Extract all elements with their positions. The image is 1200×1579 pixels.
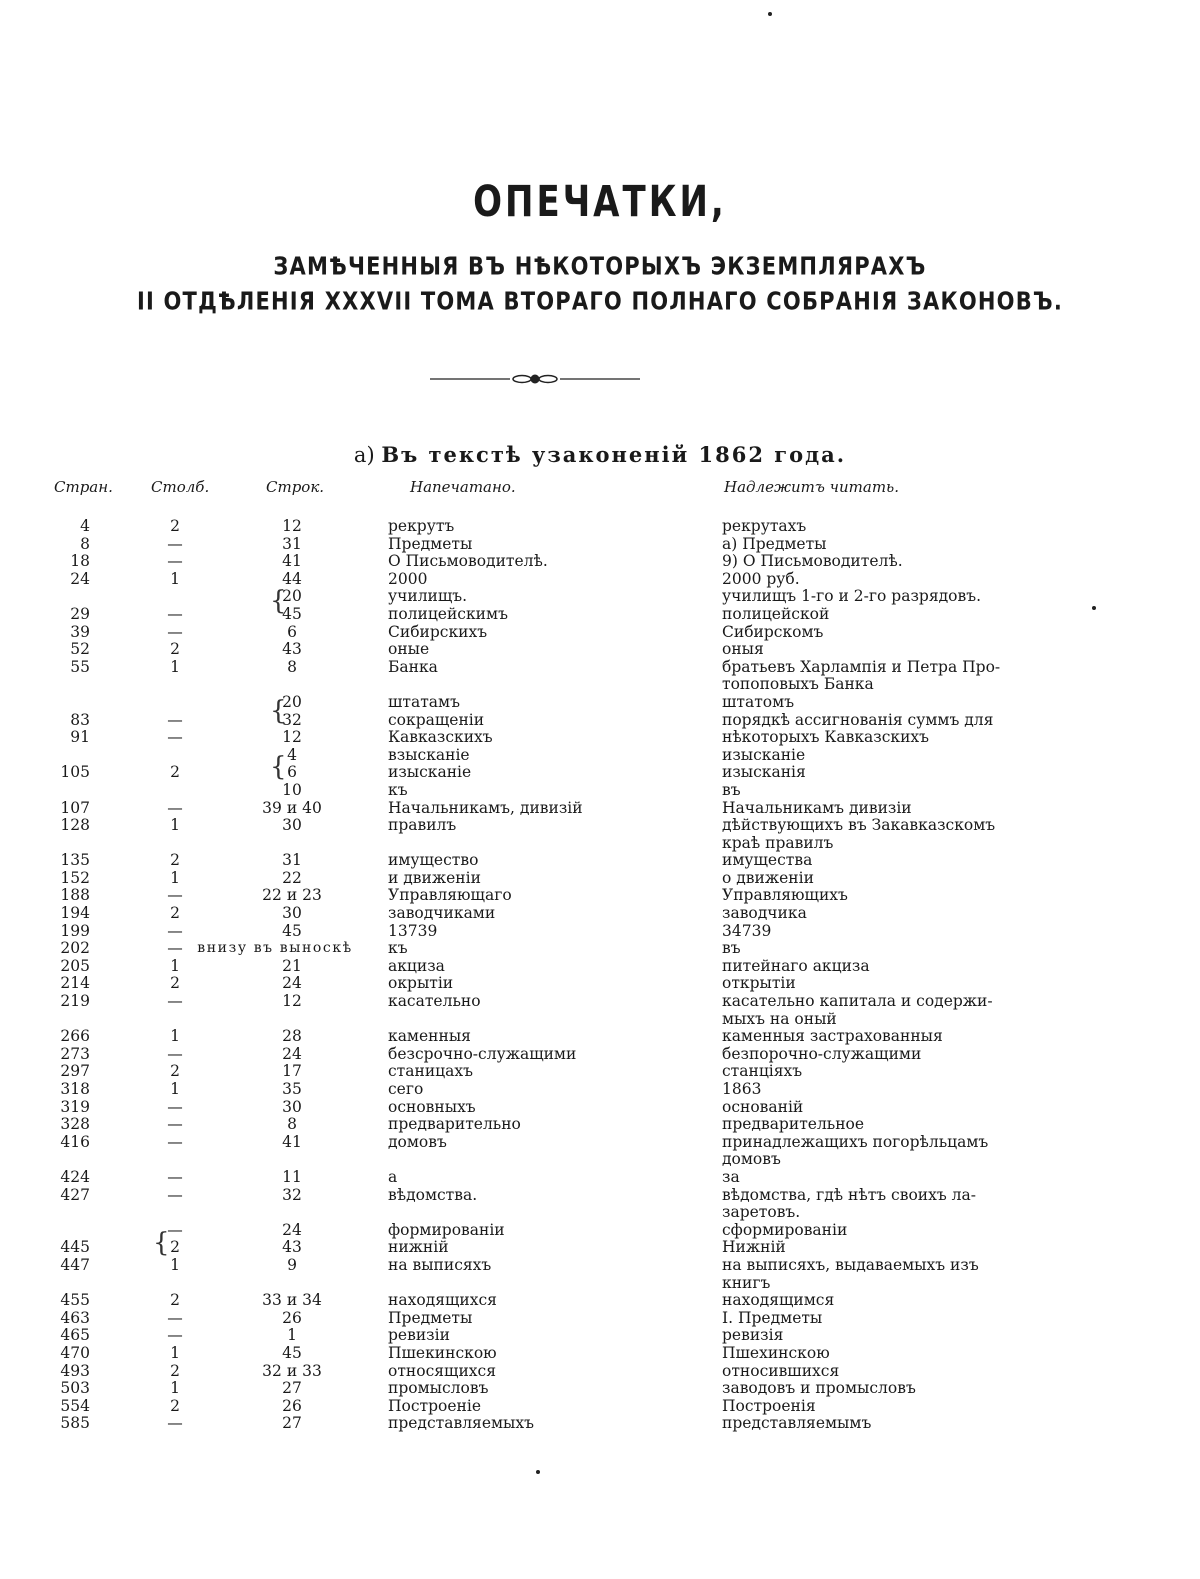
cell-page: 135	[60, 851, 90, 870]
section-heading	[0, 442, 1200, 467]
cell-column: —	[167, 939, 183, 958]
cell-page: 445	[60, 1238, 90, 1257]
table-row	[0, 588, 1200, 606]
cell-printed: ревизіи	[388, 1326, 450, 1345]
section-title: Въ текстѣ узаконеній 1862 года.	[381, 442, 847, 467]
cell-line: 30	[282, 816, 302, 835]
table-row	[0, 1275, 1200, 1293]
cell-read: оныя	[722, 640, 764, 659]
cell-column: —	[167, 798, 183, 817]
speck	[1092, 606, 1096, 610]
cell-printed: нижній	[388, 1238, 449, 1257]
cell-line: 31	[282, 534, 302, 553]
cell-read: относившихся	[722, 1361, 840, 1380]
cell-read: заретовъ.	[722, 1203, 801, 1222]
cell-line: 32	[282, 710, 302, 729]
cell-read: Начальникамъ дивизіи	[722, 798, 912, 817]
cell-read: ревизія	[722, 1326, 784, 1345]
cell-column: 2	[170, 974, 180, 993]
cell-printed: Пшекинскою	[388, 1343, 497, 1362]
table-row	[0, 1134, 1200, 1152]
cell-read: Сибирскомъ	[722, 622, 824, 641]
cell-read: Управляющихъ	[722, 886, 848, 905]
cell-column: —	[167, 1044, 183, 1063]
cell-column: —	[167, 992, 183, 1011]
cell-read: въ	[722, 939, 741, 958]
cell-column: —	[167, 622, 183, 641]
cell-printed: рекрутъ	[388, 517, 455, 535]
cell-printed: оные	[388, 640, 430, 659]
cell-printed: заводчиками	[388, 904, 496, 923]
cell-column: 1	[170, 1080, 180, 1098]
table-row	[0, 1327, 1200, 1345]
cell-printed: училищъ.	[388, 587, 468, 606]
table-row	[0, 1310, 1200, 1328]
cell-column: —	[167, 552, 183, 571]
table-row	[0, 712, 1200, 730]
cell-printed: О Письмоводителѣ.	[388, 552, 548, 571]
header-printed: Напечатано.	[410, 478, 516, 496]
table-row	[0, 536, 1200, 554]
table-row	[0, 1187, 1200, 1205]
table-row	[0, 993, 1200, 1011]
cell-line: 17	[282, 1062, 302, 1081]
cell-read: I. Предметы	[722, 1308, 823, 1327]
cell-column: —	[167, 604, 183, 623]
cell-read: предварительное	[722, 1115, 865, 1134]
cell-read: каменныя застрахованныя	[722, 1027, 943, 1046]
cell-read: топоповыхъ Банка	[722, 675, 874, 694]
cell-printed: Кавказскихъ	[388, 728, 493, 747]
table-row	[0, 1169, 1200, 1187]
cell-printed: Банка	[388, 657, 438, 676]
speck	[536, 1470, 540, 1474]
cell-line: 45	[282, 921, 302, 940]
cell-line: 21	[282, 956, 302, 975]
cell-column: 1	[170, 956, 180, 975]
cell-read: книгъ	[722, 1273, 771, 1292]
cell-page: 152	[60, 868, 90, 887]
cell-column: 1	[170, 1255, 180, 1274]
cell-read: братьевъ Харлампія и Петра Про-	[722, 657, 1001, 676]
cell-read: вѣдомства, гдѣ нѣтъ своихъ ла-	[722, 1185, 976, 1204]
cell-read: порядкѣ ассигнованія суммъ для	[722, 710, 994, 729]
cell-line: 24	[282, 1044, 302, 1063]
cell-printed: сокращеніи	[388, 710, 485, 729]
cell-column: 1	[170, 569, 180, 588]
cell-printed: формированіи	[388, 1220, 505, 1239]
section-prefix: а)	[353, 443, 375, 467]
table-row	[0, 975, 1200, 993]
cell-page: 318	[60, 1080, 90, 1098]
cell-read: Пшехинскою	[722, 1343, 830, 1362]
cell-printed: промысловъ	[388, 1379, 489, 1398]
cell-printed: Сибирскихъ	[388, 622, 488, 641]
cell-line: 30	[282, 1097, 302, 1116]
table-row	[0, 553, 1200, 571]
cell-column: —	[167, 1097, 183, 1116]
cell-line: 27	[282, 1379, 302, 1398]
cell-printed: Управляющаго	[388, 886, 512, 905]
cell-line: 10	[282, 780, 302, 799]
table-row	[0, 782, 1200, 800]
table-row	[0, 729, 1200, 747]
cell-column: 2	[170, 1396, 180, 1415]
cell-column: 1	[170, 816, 180, 835]
cell-line: 26	[282, 1396, 302, 1415]
table-row	[0, 835, 1200, 853]
cell-read: рекрутахъ	[722, 517, 807, 535]
cell-page: 205	[60, 956, 90, 975]
table-row	[0, 1363, 1200, 1381]
cell-line: 32	[282, 1185, 302, 1204]
cell-read: представляемымъ	[722, 1414, 872, 1433]
cell-read: сформированіи	[722, 1220, 848, 1239]
cell-line: 43	[282, 1238, 302, 1257]
cell-page: 202	[60, 939, 90, 958]
cell-printed: сего	[388, 1080, 424, 1098]
cell-page: 424	[60, 1167, 90, 1186]
cell-printed: а	[388, 1167, 398, 1186]
cell-read: 34739	[722, 921, 772, 940]
cell-read: находящимся	[722, 1291, 835, 1310]
cell-read: о движеніи	[722, 868, 814, 887]
cell-printed: представляемыхъ	[388, 1414, 534, 1433]
cell-column: —	[167, 1414, 183, 1433]
table-row	[0, 1063, 1200, 1081]
cell-page: 465	[60, 1326, 90, 1345]
ornament-divider	[430, 369, 640, 389]
cell-line: 30	[282, 904, 302, 923]
cell-line: 22	[282, 868, 302, 887]
cell-line: 6	[287, 763, 297, 782]
cell-line: 8	[287, 657, 297, 676]
cell-line: 11	[282, 1167, 302, 1186]
cell-column: —	[167, 886, 183, 905]
table-row	[0, 659, 1200, 677]
cell-read: станціяхъ	[722, 1062, 803, 1081]
table-row	[0, 958, 1200, 976]
cell-page: 416	[60, 1132, 90, 1151]
table-row	[0, 1046, 1200, 1064]
brace-105: {	[270, 752, 287, 782]
cell-read: въ	[722, 780, 741, 799]
cell-printed: на выписяхъ	[388, 1255, 492, 1274]
cell-read: на выписяхъ, выдаваемыхъ изъ	[722, 1255, 979, 1274]
cell-read: заводчика	[722, 904, 807, 923]
table-row	[0, 624, 1200, 642]
cell-column: 2	[170, 1238, 180, 1257]
cell-column: 2	[170, 517, 180, 535]
cell-printed: 2000	[388, 569, 428, 588]
cell-printed: полицейскимъ	[388, 604, 508, 623]
cell-column: —	[167, 1167, 183, 1186]
table-row	[0, 1239, 1200, 1257]
cell-printed: взысканіе	[388, 745, 470, 764]
cell-column: —	[167, 921, 183, 940]
table-row	[0, 923, 1200, 941]
cell-read: имущества	[722, 851, 813, 870]
cell-read: а) Предметы	[722, 534, 827, 553]
errata-table	[0, 518, 1200, 1433]
cell-page: 319	[60, 1097, 90, 1116]
cell-read: штатомъ	[722, 692, 795, 711]
cell-column: —	[167, 1132, 183, 1151]
brace-29: {	[270, 586, 287, 616]
cell-printed: вѣдомства.	[388, 1185, 478, 1204]
table-row	[0, 940, 1200, 958]
cell-column: 2	[170, 904, 180, 923]
cell-page: 18	[70, 552, 90, 571]
cell-column: —	[167, 728, 183, 747]
cell-read: дѣйствующихъ въ Закавказскомъ	[722, 816, 996, 835]
cell-printed: станицахъ	[388, 1062, 473, 1081]
cell-read: Построенія	[722, 1396, 816, 1415]
cell-printed: и движеніи	[388, 868, 481, 887]
table-row	[0, 1345, 1200, 1363]
cell-page: 29	[70, 604, 90, 623]
table-row	[0, 518, 1200, 536]
cell-column: 1	[170, 1343, 180, 1362]
cell-read: касательно капитала и содержи-	[722, 992, 993, 1011]
cell-read: полицейской	[722, 604, 830, 623]
cell-line: 24	[282, 1220, 302, 1239]
cell-printed: основныхъ	[388, 1097, 476, 1116]
cell-read: Нижній	[722, 1238, 786, 1257]
cell-line: 20	[282, 587, 302, 606]
brace-445: {	[153, 1228, 170, 1258]
cell-printed: Предметы	[388, 534, 473, 553]
cell-read: училищъ 1-го и 2-го разрядовъ.	[722, 587, 981, 606]
cell-page: 585	[60, 1414, 90, 1433]
cell-printed: касательно	[388, 992, 481, 1011]
table-row	[0, 800, 1200, 818]
table-row	[0, 1380, 1200, 1398]
cell-printed: окрытіи	[388, 974, 454, 993]
cell-printed: изысканіе	[388, 763, 472, 782]
cell-read: домовъ	[722, 1150, 781, 1169]
cell-column: —	[167, 1308, 183, 1327]
table-row	[0, 1011, 1200, 1029]
cell-line: 12	[282, 728, 302, 747]
cell-printed: акциза	[388, 956, 445, 975]
cell-printed: домовъ	[388, 1132, 447, 1151]
cell-page: 24	[70, 569, 90, 588]
table-row	[0, 1415, 1200, 1433]
cell-page: 266	[60, 1027, 90, 1046]
cell-column: —	[167, 1220, 183, 1239]
page-title: ОПЕЧАТКИ,	[473, 177, 727, 227]
cell-read: принадлежащихъ погорѣльцамъ	[722, 1132, 989, 1151]
cell-column: —	[167, 1326, 183, 1345]
table-row	[0, 870, 1200, 888]
cell-page: 455	[60, 1291, 90, 1310]
cell-page: 219	[60, 992, 90, 1011]
cell-read: изысканіе	[722, 745, 806, 764]
cell-printed: предварительно	[388, 1115, 521, 1134]
cell-page: 39	[70, 622, 90, 641]
table-row	[0, 1292, 1200, 1310]
cell-line: внизу въ выноскѣ	[197, 940, 353, 957]
header-column: Столб.	[151, 478, 210, 496]
cell-line: 45	[282, 1343, 302, 1362]
cell-read: питейнаго акциза	[722, 956, 870, 975]
cell-read: заводовъ и промысловъ	[722, 1379, 916, 1398]
table-row	[0, 887, 1200, 905]
cell-line: 45	[282, 604, 302, 623]
cell-page: 55	[70, 657, 90, 676]
cell-read: 1863	[722, 1080, 762, 1098]
cell-read: основаній	[722, 1097, 804, 1116]
cell-line: 9	[287, 1255, 297, 1274]
cell-line: 24	[282, 974, 302, 993]
cell-printed: каменныя	[388, 1027, 471, 1046]
table-row	[0, 1222, 1200, 1240]
table-row	[0, 1204, 1200, 1222]
cell-column: 1	[170, 657, 180, 676]
cell-line: 41	[282, 552, 302, 571]
cell-read: нѣкоторыхъ Кавказскихъ	[722, 728, 930, 747]
speck	[768, 12, 772, 16]
cell-column: —	[167, 534, 183, 553]
table-row	[0, 676, 1200, 694]
cell-printed: Начальникамъ, дивизій	[388, 798, 583, 817]
cell-page: 105	[60, 763, 90, 782]
cell-page: 194	[60, 904, 90, 923]
header-read: Надлежитъ читать.	[724, 478, 899, 496]
cell-read: открытіи	[722, 974, 796, 993]
cell-line: 26	[282, 1308, 302, 1327]
table-row	[0, 606, 1200, 624]
cell-line: 1	[287, 1326, 297, 1345]
cell-column: —	[167, 1115, 183, 1134]
cell-printed: къ	[388, 939, 408, 958]
cell-column: 2	[170, 851, 180, 870]
cell-line: 6	[287, 622, 297, 641]
cell-column: 2	[170, 1062, 180, 1081]
cell-line: 4	[287, 745, 297, 764]
table-row	[0, 1081, 1200, 1099]
cell-line: 12	[282, 992, 302, 1011]
cell-line: 28	[282, 1027, 302, 1046]
cell-line: 27	[282, 1414, 302, 1433]
cell-line: 43	[282, 640, 302, 659]
cell-page: 52	[70, 640, 90, 659]
table-row	[0, 1028, 1200, 1046]
cell-read: изысканія	[722, 763, 806, 782]
cell-column: —	[167, 710, 183, 729]
table-row	[0, 764, 1200, 782]
cell-printed: находящихся	[388, 1291, 497, 1310]
cell-printed: 13739	[388, 921, 438, 940]
cell-read: мыхъ на оный	[722, 1009, 837, 1028]
cell-column: 2	[170, 1361, 180, 1380]
cell-page: 199	[60, 921, 90, 940]
cell-page: 4	[80, 517, 90, 535]
cell-printed: правилъ	[388, 816, 457, 835]
cell-column: 1	[170, 1379, 180, 1398]
cell-printed: относящихся	[388, 1361, 496, 1380]
cell-page: 107	[60, 798, 90, 817]
cell-line: 39 и 40	[262, 798, 322, 817]
cell-page: 493	[60, 1361, 90, 1380]
cell-line: 33 и 34	[262, 1291, 322, 1310]
table-row	[0, 747, 1200, 765]
cell-read: 2000 руб.	[722, 569, 800, 588]
cell-column: 1	[170, 1027, 180, 1046]
cell-line: 41	[282, 1132, 302, 1151]
cell-page: 83	[70, 710, 90, 729]
table-row	[0, 571, 1200, 589]
cell-column: 2	[170, 763, 180, 782]
table-row	[0, 1151, 1200, 1169]
header-line: Строк.	[266, 478, 325, 496]
cell-page: 447	[60, 1255, 90, 1274]
cell-printed: безсрочно-служащими	[388, 1044, 577, 1063]
cell-page: 91	[70, 728, 90, 747]
cell-printed: къ	[388, 780, 408, 799]
cell-line: 22 и 23	[262, 886, 322, 905]
cell-printed: Построеніе	[388, 1396, 481, 1415]
cell-column: —	[167, 1185, 183, 1204]
header-page: Стран.	[54, 478, 113, 496]
cell-page: 554	[60, 1396, 90, 1415]
cell-line: 12	[282, 517, 302, 535]
cell-line: 20	[282, 692, 302, 711]
table-row	[0, 694, 1200, 712]
table-row	[0, 1099, 1200, 1117]
cell-line: 32 и 33	[262, 1361, 322, 1380]
cell-line: 8	[287, 1115, 297, 1134]
cell-column: 2	[170, 640, 180, 659]
cell-read: 9) О Письмоводителѣ.	[722, 552, 903, 571]
table-row	[0, 641, 1200, 659]
table-row	[0, 1398, 1200, 1416]
cell-page: 214	[60, 974, 90, 993]
cell-printed: штатамъ	[388, 692, 460, 711]
cell-printed: имущество	[388, 851, 479, 870]
cell-page: 470	[60, 1343, 90, 1362]
table-row	[0, 1257, 1200, 1275]
cell-printed: Предметы	[388, 1308, 473, 1327]
subtitle-line-1: ЗАМѢЧЕННЫЯ ВЪ НѢКОТОРЫХЪ ЭКЗЕМПЛЯРАХЪ	[273, 251, 927, 281]
cell-page: 188	[60, 886, 90, 905]
cell-read: за	[722, 1167, 740, 1186]
cell-read: безпорочно-служащими	[722, 1044, 922, 1063]
cell-line: 35	[282, 1080, 302, 1098]
table-row	[0, 905, 1200, 923]
cell-line: 44	[282, 569, 302, 588]
cell-page: 503	[60, 1379, 90, 1398]
cell-page: 427	[60, 1185, 90, 1204]
cell-column: 2	[170, 1291, 180, 1310]
cell-page: 297	[60, 1062, 90, 1081]
subtitle-line-2: II ОТДѢЛЕНІЯ XXXVII ТОМА ВТОРАГО ПОЛНАГО СОБРАНІЯ ЗАКОНОВЪ.	[136, 286, 1064, 316]
cell-read: краѣ правилъ	[722, 833, 834, 852]
table-row	[0, 852, 1200, 870]
cell-line: 31	[282, 851, 302, 870]
cell-page: 328	[60, 1115, 90, 1134]
table-row	[0, 1116, 1200, 1134]
cell-page: 8	[80, 534, 90, 553]
brace-83: {	[270, 696, 287, 726]
cell-page: 273	[60, 1044, 90, 1063]
cell-column: 1	[170, 868, 180, 887]
table-row	[0, 817, 1200, 835]
cell-page: 463	[60, 1308, 90, 1327]
cell-page: 128	[60, 816, 90, 835]
